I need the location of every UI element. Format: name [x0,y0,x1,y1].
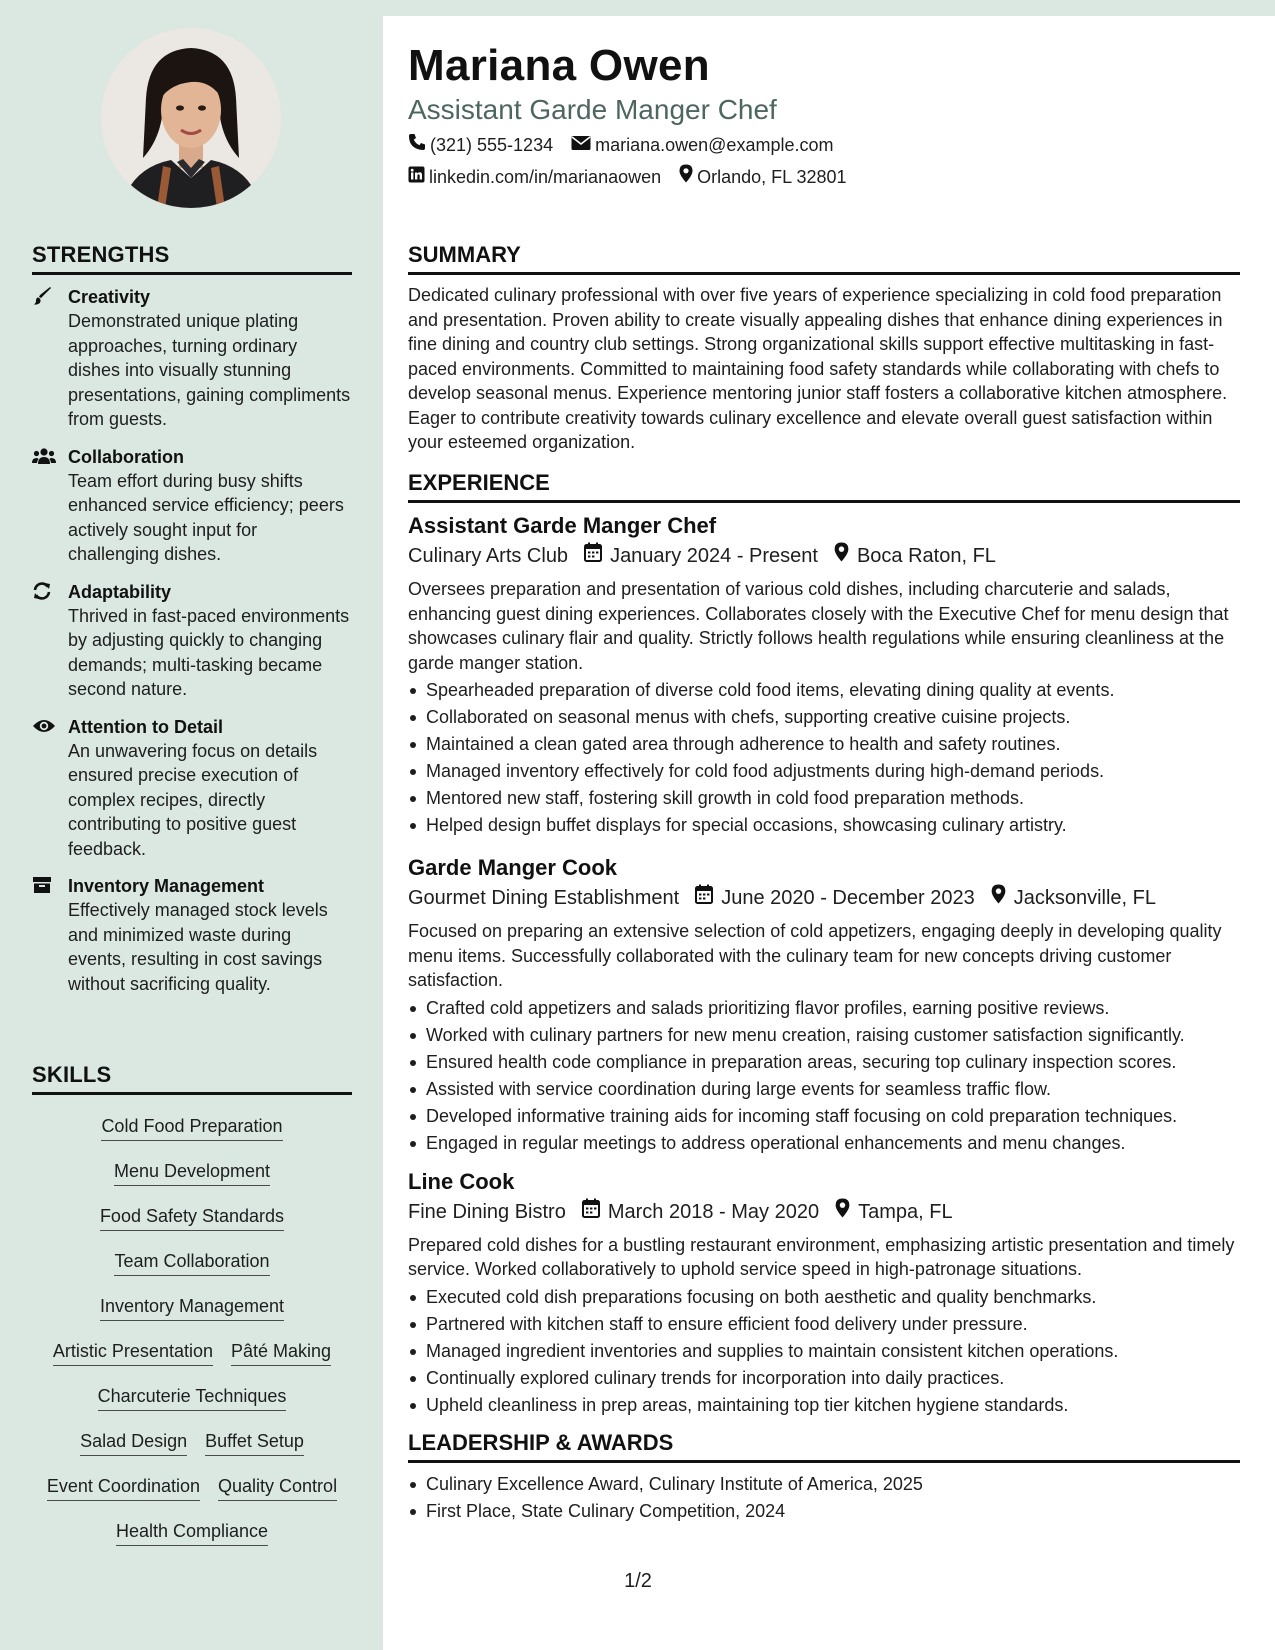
map-pin-icon [835,1197,850,1227]
strength-item-attention-to-detail [32,715,352,862]
skill-tag: Pâté Making [231,1340,331,1366]
skill-tag: Charcuterie Techniques [98,1385,287,1411]
skill-tag: Food Safety Standards [100,1205,284,1231]
bullet-item: Collaborated on seasonal menus with chefs, supporting creative cuisine projects. [408,704,1240,731]
bullet-item: Upheld cleanliness in prep areas, maintaining top tier kitchen hygiene standards. [408,1392,1240,1419]
strength-title: Adaptability [68,581,172,602]
location-text: Orlando, FL 32801 [697,167,847,187]
bullet-item: Maintained a clean gated area through adherence to health and safety routines. [408,731,1240,758]
users-icon [32,445,68,467]
linkedin-url[interactable]: linkedin.com/in/marianaowen [429,167,662,187]
page-number: 1/2 [624,1570,652,1592]
box-icon [32,874,68,896]
strength-title: Creativity [68,287,151,307]
strength-description: Team effort during busy shifts enhanced service efficiency; peers actively sought input for challenging dishes. [68,470,344,564]
bullet-item: Helped design buffet displays for special occasions, showcasing culinary artistry. [408,812,1240,839]
job-dates: March 2018 - May 2020 [607,1200,820,1223]
job-location: Jacksonville, FL [1013,887,1157,909]
calendar-icon [582,1197,600,1227]
paintbrush-icon [32,285,68,307]
bullet-item: Assisted with service coordination during large events for seamless traffic flow. [408,1076,1240,1103]
bullet-item: Partnered with kitchen staff to ensure efficient food delivery under pressure. [408,1311,1240,1338]
skills-heading: SKILLS [32,1062,352,1095]
job-bullets [408,995,1240,1157]
skill-tag: Quality Control [218,1475,337,1501]
job-meta [408,541,1240,571]
strength-title: Attention to Detail [68,716,223,737]
skill-tag: Artistic Presentation [53,1340,213,1366]
job-company: Fine Dining Bistro [408,1200,566,1223]
summary-text: Dedicated culinary professional with over five years of experience specializing in cold food preparation and presentation. Proven ability to create visually appealing dishes that enhance dining experiences in fine dining and country club settings. Strong organizational skills support effective multitasking in fast-paced environments. Committed to maintaining food safety standards while collaborating with chefs to develop seasonal menus. Experience mentoring junior staff fosters a collaborative kitchen atmosphere. Eager to contribute creativity towards culinary excellence and elevate overall guest satisfaction within your esteemed organization. [408,285,1228,452]
map-pin-icon [679,162,693,192]
bullet-item: Mentored new staff, fostering skill growth in cold food preparation methods. [408,785,1240,812]
job-entry [408,511,1240,839]
strength-description: Demonstrated unique plating approaches, turning ordinary dishes into visually stunning presentations, gaining compliments from guests. [68,311,351,429]
job-entry [408,1167,1240,1419]
job-bullets [408,1284,1240,1419]
strength-item-creativity [32,285,352,432]
job-company: Gourmet Dining Establishment [408,887,680,909]
contact-row-1 [408,130,1240,160]
job-description: Focused on preparing an extensive selection of cold appetizers, engaging deeply in developing quality menu items. Successfully collaborated with the culinary team for new concepts driving customer satisfaction. [408,921,1222,990]
job-title: Assistant Garde Manger Chef [408,513,717,538]
bullet-item: Crafted cold appetizers and salads prioritizing flavor profiles, earning positive reviews. [408,995,1240,1022]
sidebar [0,0,383,1650]
summary-heading: SUMMARY [408,242,1240,275]
strengths-section [32,242,352,1009]
job-meta [408,883,1240,913]
experience-heading: EXPERIENCE [408,470,1240,503]
strength-title: Inventory Management [68,876,265,896]
awards-heading: LEADERSHIP & AWARDS [408,1430,1240,1463]
skill-tag: Team Collaboration [114,1250,269,1276]
job-dates: June 2020 - December 2023 [721,887,975,909]
job-dates: January 2024 - Present [610,545,818,567]
profile-photo [101,28,281,208]
award-item: First Place, State Culinary Competition, 2024 [408,1498,1240,1525]
award-item: Culinary Excellence Award, Culinary Institute of America, 2025 [408,1471,1240,1498]
job-location: Boca Raton, FL [856,545,996,567]
bullet-item: Executed cold dish preparations focusing on both aesthetic and quality benchmarks. [408,1284,1240,1311]
skills-section [32,1062,352,1555]
skill-tag: Health Compliance [116,1520,268,1546]
strength-description: Thrived in fast-paced environments by adjusting quickly to changing demands; multi-tasking became second nature. [68,605,350,699]
job-title: Line Cook [408,1168,515,1194]
bullet-item: Managed inventory effectively for cold food adjustments during high-demand periods. [408,758,1240,785]
bullet-item: Managed ingredient inventories and supplies to maintain consistent kitchen operations. [408,1338,1240,1365]
bullet-item: Continually explored culinary trends for incorporation into daily practices. [408,1365,1240,1392]
strength-item-collaboration [32,445,352,567]
job-company: Culinary Arts Club [408,545,569,567]
strength-description: An unwavering focus on details ensured precise execution of complex recipes, directly contributing to positive guest feedback. [68,740,318,859]
strength-title: Collaboration [68,446,184,467]
job-bullets [408,677,1240,839]
strength-item-inventory-management [32,874,352,996]
eye-icon [32,715,68,737]
candidate-name: Mariana Owen [408,41,710,90]
experience-section [408,470,1240,1419]
skill-tag: Salad Design [80,1430,187,1456]
skill-tag: Cold Food Preparation [101,1115,282,1141]
job-location: Tampa, FL [858,1200,953,1223]
strength-item-adaptability [32,580,352,702]
skill-tag: Inventory Management [100,1295,284,1321]
map-pin-icon [834,541,849,571]
envelope-icon [571,130,591,160]
bullet-item: Worked with culinary partners for new menu creation, raising customer satisfaction significantly. [408,1022,1240,1049]
linkedin-icon [408,162,425,192]
skill-tag: Menu Development [114,1160,270,1186]
bullet-item: Developed informative training aids for incoming staff focusing on cold preparation techniques. [408,1103,1240,1130]
email-address[interactable]: mariana.owen@example.com [595,135,834,155]
job-title: Garde Manger Cook [408,855,618,880]
bullet-item: Engaged in regular meetings to address operational enhancements and menu changes. [408,1130,1240,1157]
awards-list [408,1471,1240,1525]
avatar [101,28,281,208]
awards-section [408,1430,1240,1525]
candidate-role: Assistant Garde Manger Chef [408,94,777,125]
bullet-item: Ensured health code compliance in preparation areas, securing top culinary inspection scores. [408,1049,1240,1076]
strength-description: Effectively managed stock levels and minimized waste during events, resulting in cost savings without sacrificing quality. [68,900,328,994]
calendar-icon [695,883,713,913]
job-entry [408,853,1240,1157]
bullet-item: Spearheaded preparation of diverse cold food items, elevating dining quality at events. [408,677,1240,704]
map-pin-icon [991,883,1006,913]
summary-section [408,242,1240,455]
calendar-icon [584,541,602,571]
job-description: Oversees preparation and presentation of various cold dishes, including charcuterie and salads, enhancing guest dining experiences. Collaborates closely with the Executive Chef for menu design that showcases culinary flair and quality. Strictly follows health regulations while ensuring cleanliness at the garde manger station. [408,579,1229,673]
sync-icon [32,580,68,602]
contact-row-2 [408,162,1240,192]
job-description: Prepared cold dishes for a bustling restaurant environment, emphasizing artistic presentation and timely service. Worked collaboratively to uphold service speed in high-patronage situations. [408,1234,1235,1279]
skill-tag: Buffet Setup [205,1430,304,1456]
phone-number: (321) 555-1234 [430,135,554,155]
job-meta [408,1197,1240,1227]
resume-header [408,40,1240,192]
strengths-heading: STRENGTHS [32,242,352,275]
skill-tag: Event Coordination [47,1475,200,1501]
phone-icon [408,130,426,160]
